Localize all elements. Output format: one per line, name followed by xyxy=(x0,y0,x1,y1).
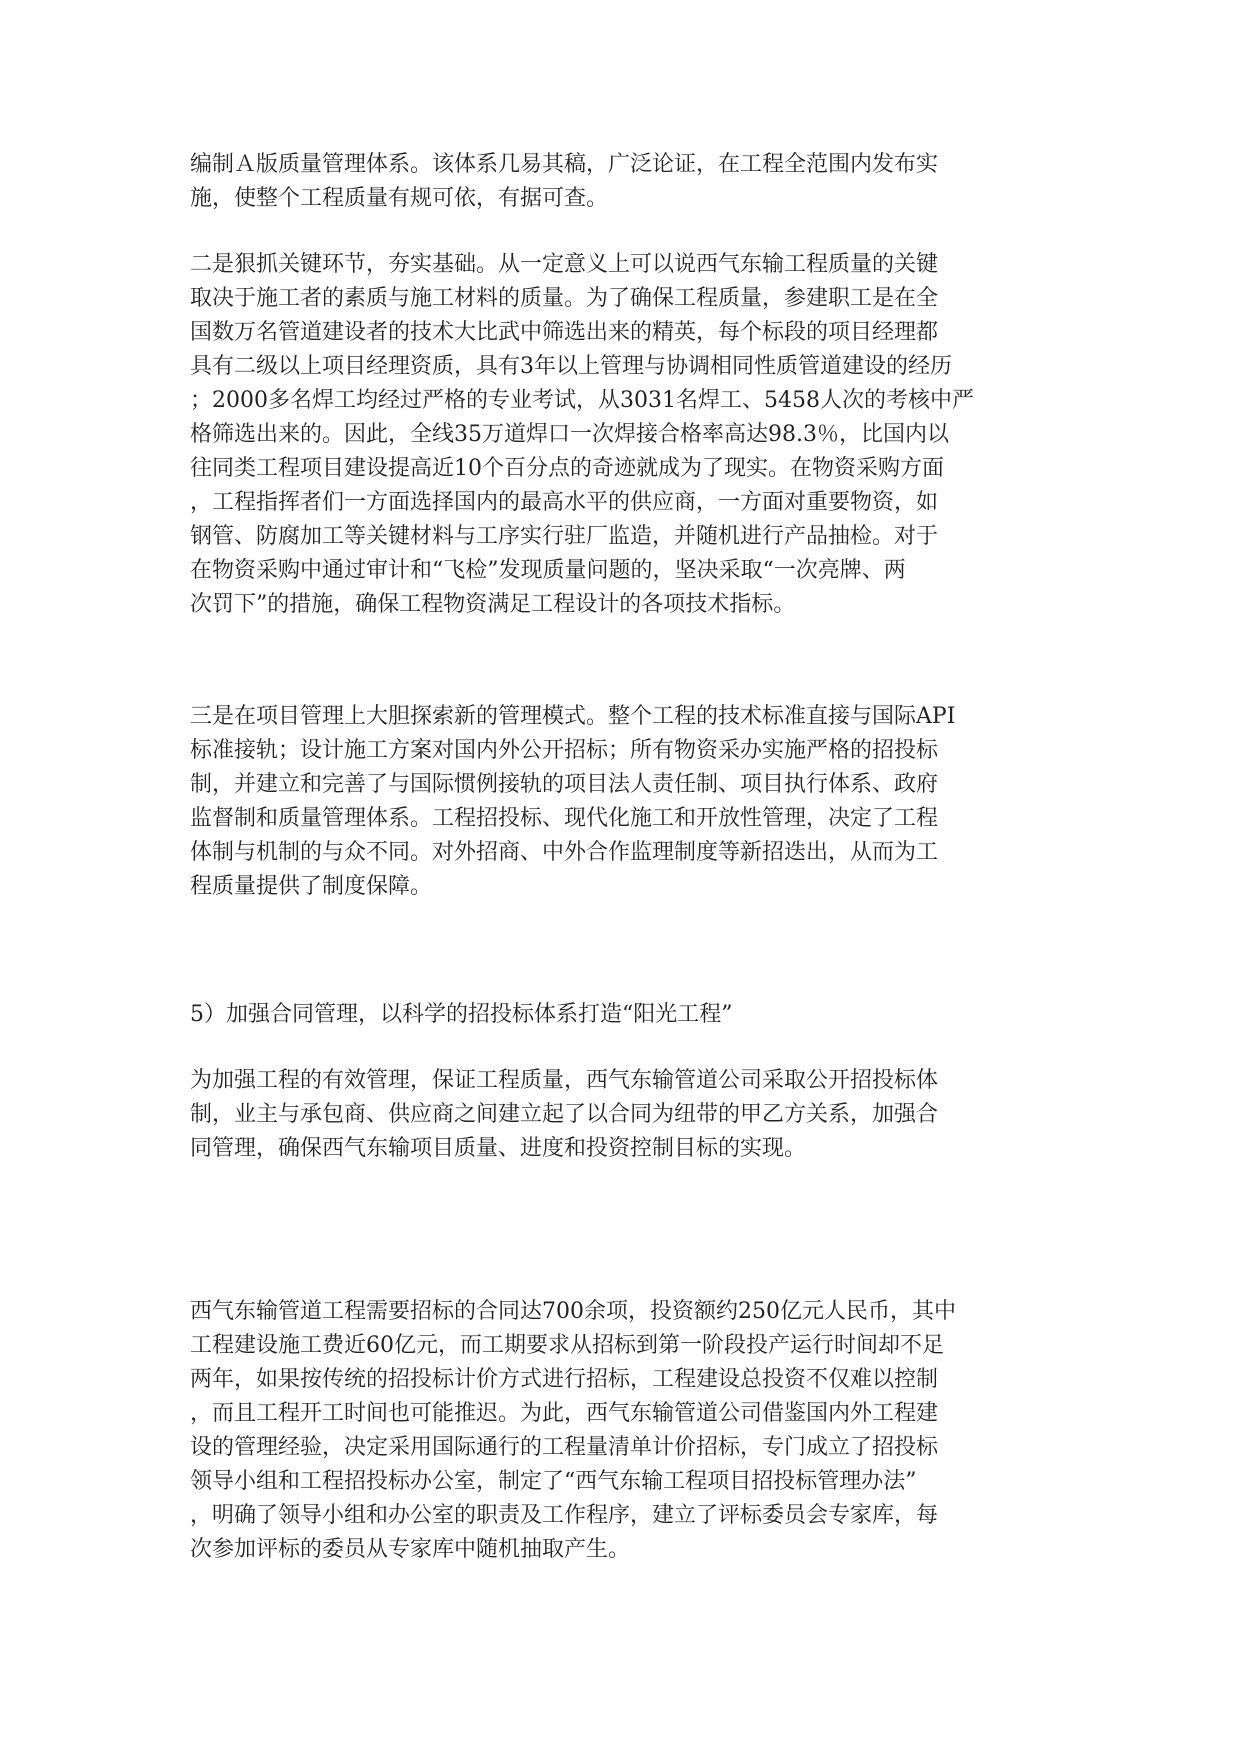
text-line: 施，使整个工程质量有规可依，有据可查。 xyxy=(190,186,609,211)
text-line: 次参加评标的委员从专家库中随机抽取产生。 xyxy=(190,1537,631,1562)
text-line: 领导小组和工程招投标办公室，制定了“西气东输工程项目招投标管理办法” xyxy=(190,1469,917,1494)
text-line: 编制Ａ版质量管理体系。该体系几易其稿，广泛论证，在工程全范围内发布实 xyxy=(190,152,939,177)
text-line: ，明确了领导小组和办公室的职责及工作程序，建立了评标委员会专家库，每 xyxy=(190,1503,939,1528)
text-line: 设的管理经验，决定采用国际通行的工程量清单计价招标，专门成立了招投标 xyxy=(190,1435,939,1460)
text-line: 体制与机制的与众不同。对外招商、中外合作监理制度等新招迭出，从而为工 xyxy=(190,840,939,865)
text-line: 在物资采购中通过审计和“飞检”发现质量问题的，坚决采取“一次亮牌、两 xyxy=(190,558,906,583)
text-line: 格筛选出来的。因此，全线35万道焊口一次焊接合格率高达98.3％，比国内以 xyxy=(190,422,949,447)
text-line: 二是狠抓关键环节，夯实基础。从一定意义上可以说西气东输工程质量的关键 xyxy=(190,252,939,277)
text-line: 同管理，确保西气东输项目质量、进度和投资控制目标的实现。 xyxy=(190,1136,807,1161)
text-line: 钢管、防腐加工等关键材料与工序实行驻厂监造，并随机进行产品抽检。对于 xyxy=(190,524,939,549)
text-line: 三是在项目管理上大胆探索新的管理模式。整个工程的技术标准直接与国际API xyxy=(190,704,956,729)
text-line: 国数万名管道建设者的技术大比武中筛选出来的精英，每个标段的项目经理都 xyxy=(190,320,939,345)
text-line: ，工程指挥者们一方面选择国内的最高水平的供应商，一方面对重要物资，如 xyxy=(190,490,939,515)
heading-text: 5）加强合同管理，以科学的招投标体系打造“阳光工程” xyxy=(190,1002,733,1027)
text-line: 往同类工程项目建设提高近10个百分点的奇迹就成为了现实。在物资采购方面 xyxy=(190,456,944,481)
paragraph-quality-system xyxy=(190,148,1065,216)
text-line: 西气东输管道工程需要招标的合同达700余项，投资额约250亿元人民币，其中 xyxy=(190,1299,956,1324)
paragraph-key-links xyxy=(190,248,1065,622)
text-line: 工程建设施工费近60亿元，而工期要求从招标到第一阶段投产运行时间却不足 xyxy=(190,1333,944,1358)
text-line: 具有二级以上项目经理资质，具有3年以上管理与协调相同性质管道建设的经历 xyxy=(190,354,952,379)
text-line: 标准接轨；设计施工方案对国内外公开招标；所有物资采办实施严格的招投标 xyxy=(190,738,939,763)
paragraph-management-mode xyxy=(190,700,1065,904)
section-heading xyxy=(190,998,1065,1032)
text-line: ；2000多名焊工均经过严格的专业考试，从3031名焊工、5458人次的考核中严 xyxy=(190,388,974,413)
text-line: 制，并建立和完善了与国际惯例接轨的项目法人责任制、项目执行体系、政府 xyxy=(190,772,939,797)
paragraph-contract-management xyxy=(190,1064,1065,1166)
text-line: 制，业主与承包商、供应商之间建立起了以合同为纽带的甲乙方关系，加强合 xyxy=(190,1102,939,1127)
text-line: 两年，如果按传统的招投标计价方式进行招标，工程建设总投资不仅难以控制 xyxy=(190,1367,939,1392)
text-line: 为加强工程的有效管理，保证工程质量，西气东输管道公司采取公开招投标体 xyxy=(190,1068,939,1093)
text-line: 次罚下”的措施，确保工程物资满足工程设计的各项技术指标。 xyxy=(190,592,796,617)
text-line: ，而且工程开工时间也可能推迟。为此，西气东输管道公司借鉴国内外工程建 xyxy=(190,1401,939,1426)
text-line: 监督制和质量管理体系。工程招投标、现代化施工和开放性管理，决定了工程 xyxy=(190,806,939,831)
paragraph-bidding xyxy=(190,1295,1065,1567)
text-line: 取决于施工者的素质与施工材料的质量。为了确保工程质量，参建职工是在全 xyxy=(190,286,939,311)
text-line: 程质量提供了制度保障。 xyxy=(190,874,433,899)
